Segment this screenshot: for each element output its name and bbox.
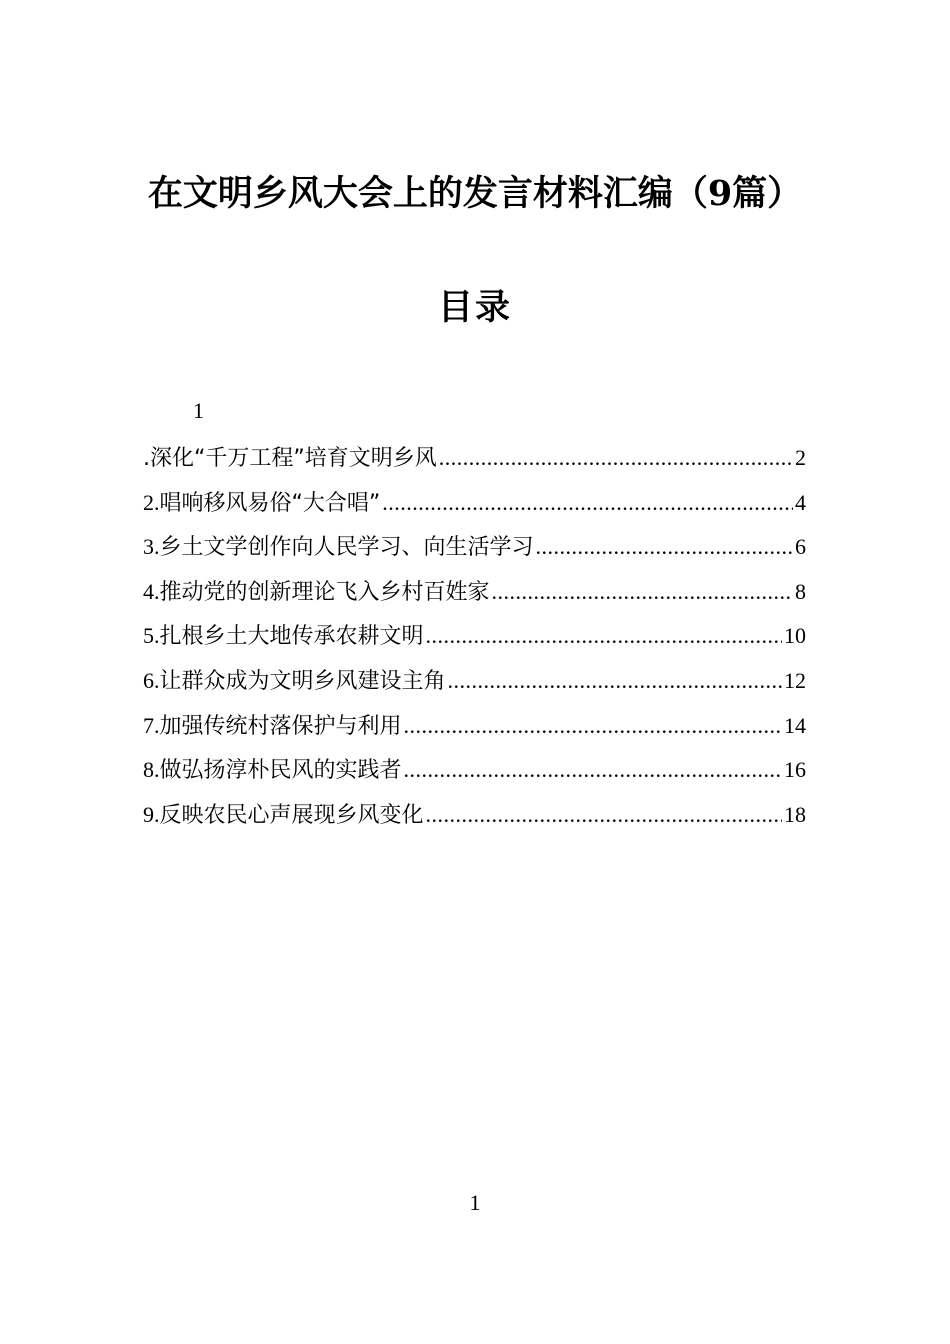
document-title: 在文明乡风大会上的发言材料汇编（9篇） — [147, 173, 803, 214]
toc-entry-page: 10 — [784, 623, 806, 649]
toc-entry-number: 9. — [143, 801, 160, 827]
table-of-contents — [143, 438, 806, 839]
toc-entry[interactable] — [143, 750, 806, 795]
toc-dot-leader — [382, 483, 793, 523]
toc-entry-title: 做弘扬淳朴民风的实践者 — [159, 758, 402, 784]
toc-entry-title: 唱响移风易俗“大合唱” — [159, 490, 381, 516]
toc-entry[interactable] — [143, 483, 806, 528]
toc-dot-leader — [448, 661, 782, 701]
toc-dot-leader — [426, 795, 782, 835]
toc-prefix-number: 1 — [193, 398, 204, 423]
toc-entry-page: 2 — [795, 445, 806, 470]
toc-entry-page: 16 — [784, 757, 806, 783]
toc-dot-leader — [439, 438, 793, 478]
toc-entry-title: 推动党的创新理论飞入乡村百姓家 — [159, 579, 490, 605]
toc-entry[interactable] — [143, 616, 806, 661]
toc-entry-number: 5. — [143, 623, 160, 649]
toc-entry-title: 加强传统村落保护与利用 — [159, 713, 402, 739]
toc-dot-leader — [404, 706, 782, 746]
toc-entry-page: 8 — [795, 578, 806, 604]
toc-entry-page: 6 — [795, 534, 806, 560]
toc-entry-number: 2. — [143, 489, 160, 515]
toc-entry[interactable] — [143, 527, 806, 572]
toc-entry-page: 4 — [795, 489, 806, 515]
toc-entry-number: 8. — [143, 757, 160, 783]
toc-entry-title: .深化“千万工程”培育文明乡风 — [143, 446, 437, 471]
toc-entry[interactable] — [143, 438, 806, 483]
toc-entry-title: 反映农民心声展现乡风变化 — [159, 802, 424, 828]
toc-entry-title: 扎根乡土大地传承农耕文明 — [159, 624, 424, 650]
toc-entry-title: 让群众成为文明乡风建设主角 — [159, 668, 446, 694]
toc-entry[interactable] — [143, 661, 806, 706]
toc-dot-leader — [492, 572, 793, 612]
toc-entry-page: 12 — [784, 667, 806, 693]
toc-dot-leader — [426, 616, 782, 656]
toc-dot-leader — [404, 750, 782, 790]
toc-entry-number: 6. — [143, 667, 160, 693]
toc-entry-page: 14 — [784, 712, 806, 738]
toc-dot-leader — [536, 527, 793, 567]
toc-entry[interactable] — [143, 572, 806, 617]
toc-entry[interactable] — [143, 706, 806, 751]
toc-heading: 目录 — [437, 287, 512, 328]
toc-entry-title: 乡土文学创作向人民学习、向生活学习 — [159, 535, 534, 561]
toc-entry-number: 3. — [143, 534, 160, 560]
toc-entry-number: 7. — [143, 712, 160, 738]
toc-entry[interactable] — [143, 795, 806, 840]
toc-entry-number: 4. — [143, 578, 160, 604]
page-number: 1 — [469, 1190, 481, 1215]
toc-entry-page: 18 — [784, 801, 806, 827]
